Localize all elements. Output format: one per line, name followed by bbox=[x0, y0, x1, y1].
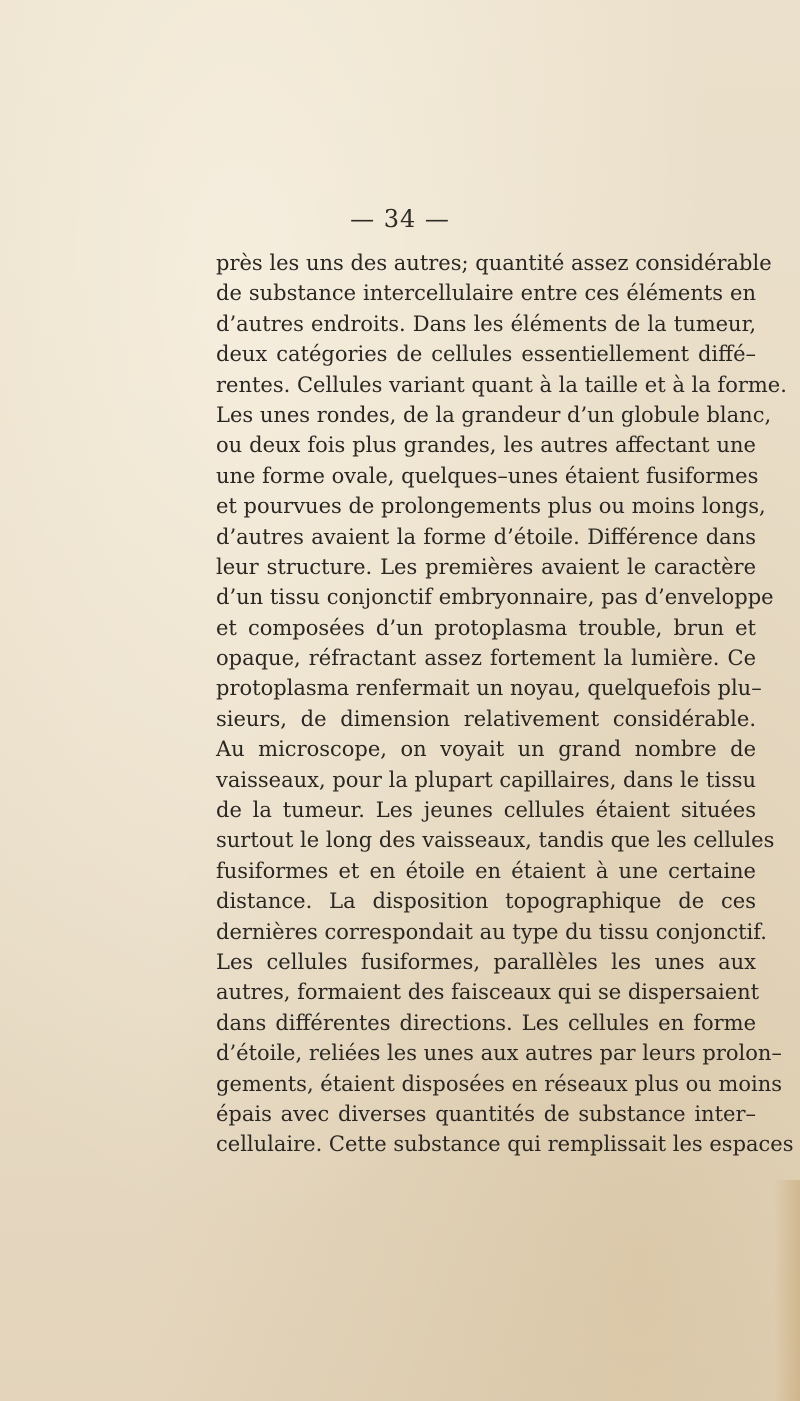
text-line: cellulaire. Cette substance qui remplissait les espaces bbox=[216, 1132, 794, 1157]
text-line: d’étoile, reliées les unes aux autres par leurs prolon– bbox=[216, 1041, 782, 1066]
text-line: autres, formaient des faisceaux qui se dispersaient bbox=[216, 980, 760, 1005]
text-line: une forme ovale, quelques–unes étaient fusiformes bbox=[216, 463, 759, 488]
text-line: vaisseaux, pour la plupart capillaires, dans le tissu bbox=[216, 767, 757, 792]
text-line: d’autres avaient la forme d’étoile. Différence dans bbox=[216, 524, 756, 549]
text-line: surtout le long des vaisseaux, tandis que les cellules bbox=[216, 828, 775, 853]
text-line: rentes. Cellules variant quant à la taille et à la forme. bbox=[216, 372, 787, 397]
text-line: distance. La disposition topographique de ces bbox=[216, 889, 756, 914]
text-line: Les cellules fusiformes, parallèles les unes aux bbox=[216, 949, 756, 974]
text-line: et composées d’un protoplasma trouble, brun et bbox=[216, 615, 756, 640]
text-line: ou deux fois plus grandes, les autres affectant une bbox=[216, 433, 756, 458]
text-line: près les uns des autres; quantité assez considérable bbox=[216, 251, 772, 275]
body-paragraph bbox=[216, 248, 794, 1160]
text-line: dernières correspondait au type du tissu conjonctif. bbox=[216, 919, 767, 944]
text-line: dans différentes directions. Les cellules en forme bbox=[216, 1010, 756, 1035]
page-number: — 34 — bbox=[350, 205, 450, 233]
text-line: Les unes rondes, de la grandeur d’un globule blanc, bbox=[216, 402, 772, 427]
text-line: fusiformes et en étoile en étaient à une certaine bbox=[216, 858, 756, 883]
text-line: et pourvues de prolongements plus ou moins longs, bbox=[216, 494, 766, 519]
text-line: Au microscope, on voyait un grand nombre de bbox=[216, 737, 756, 762]
text-line: d’un tissu conjonctif embryonnaire, pas d’enveloppe bbox=[216, 585, 774, 610]
text-line: gements, étaient disposées en réseaux plus ou moins bbox=[216, 1071, 782, 1096]
text-line: de substance intercellulaire entre ces éléments en bbox=[216, 281, 756, 306]
text-line: opaque, réfractant assez fortement la lumière. Ce bbox=[216, 646, 756, 671]
text-line: deux catégories de cellules essentiellement diffé– bbox=[216, 342, 756, 367]
text-line: épais avec diverses quantités de substance inter– bbox=[216, 1101, 756, 1126]
text-line: de la tumeur. Les jeunes cellules étaient situées bbox=[216, 798, 756, 823]
text-line: d’autres endroits. Dans les éléments de la tumeur, bbox=[216, 311, 756, 336]
text-line: sieurs, de dimension relativement considérable. bbox=[216, 706, 756, 731]
text-line: leur structure. Les premières avaient le caractère bbox=[216, 554, 756, 579]
page-edge-stain bbox=[774, 1180, 800, 1401]
text-line: protoplasma renfermait un noyau, quelquefois plu– bbox=[216, 676, 762, 701]
